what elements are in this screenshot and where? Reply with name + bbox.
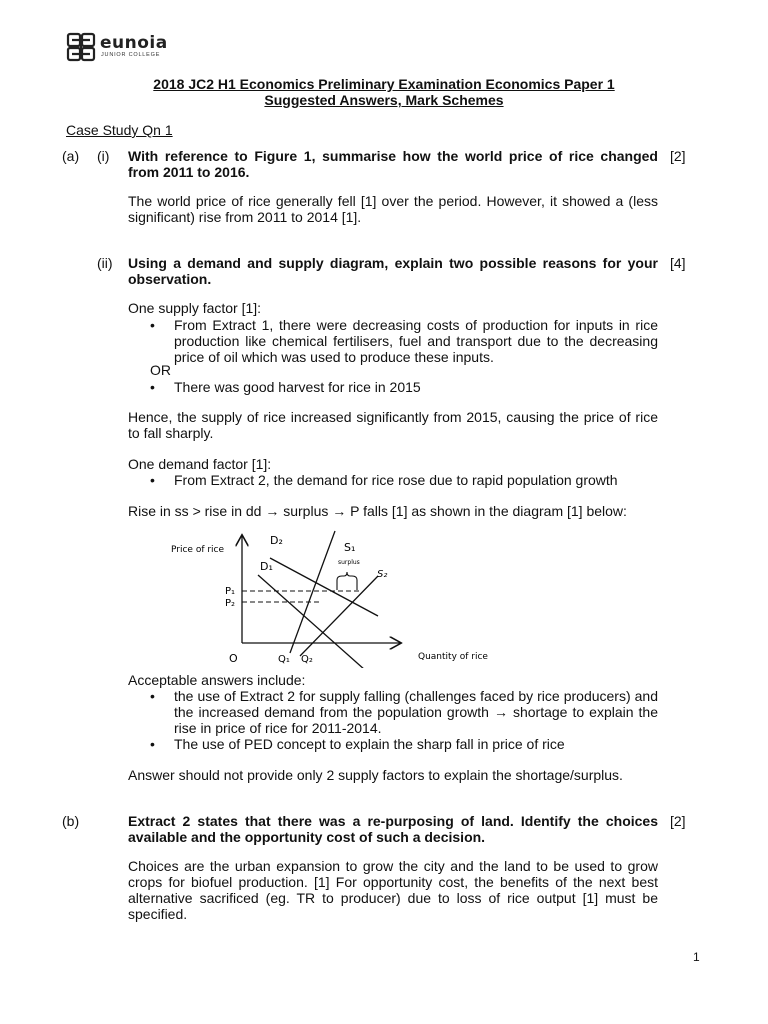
list-item: • From Extract 1, there were decreasing costs of production for inputs in rice production like chemical fertilisers, fuel and transport due to the decreasing price of oil which was used to produce these inputs. xyxy=(128,317,658,365)
question-label-ii: (ii) xyxy=(97,255,113,271)
s2-label: S₂ xyxy=(377,569,388,580)
case-study-heading: Case Study Qn 1 xyxy=(66,122,173,138)
school-subtitle: JUNIOR COLLEGE xyxy=(101,52,161,58)
answer-a-i: The world price of rice generally fell [1] over the period. However, it showed a (less significant) rise from 2011 to 2014 [1]. xyxy=(128,193,658,225)
demand-supply-diagram xyxy=(160,528,520,668)
document-title: 2018 JC2 H1 Economics Preliminary Examination Economics Paper 1 xyxy=(153,76,615,92)
origin-label: O xyxy=(229,652,238,665)
marks-b: [2] xyxy=(670,813,686,829)
question-label-a: (a) xyxy=(62,148,80,164)
s1-label: S₁ xyxy=(344,541,356,554)
d1-label: D₁ xyxy=(260,560,273,573)
list-item: • From Extract 2, the demand for rice rose due to rapid population growth xyxy=(128,472,658,488)
answer-b: Choices are the urban expansion to grow the city and the land to be used to grow crops for biofuel production. [1] For opportunity cost, the benefits of the next best alternative sacrificed (eg. TR to producer) due to loss of rice output [1] must be specified. xyxy=(128,858,658,922)
supply-factor-list xyxy=(128,317,658,365)
x-axis-label: Quantity of rice xyxy=(418,652,488,662)
demand-factor-intro: One demand factor [1]: xyxy=(128,456,272,472)
question-label-i: (i) xyxy=(97,148,110,164)
question-label-b: (b) xyxy=(62,813,80,829)
supply-factor-list-2 xyxy=(128,379,658,395)
demand-factor-list xyxy=(128,472,658,488)
page-number: 1 xyxy=(693,950,700,964)
rise-line: Rise in ss > rise in dd → surplus → P falls [1] as shown in the diagram [1] below: xyxy=(128,503,627,519)
p2-label: P₂ xyxy=(225,598,236,609)
school-name: eunoia xyxy=(100,33,168,53)
d2-label: D₂ xyxy=(270,534,283,547)
marks-a-ii: [4] xyxy=(670,255,686,271)
surplus-label: surplus xyxy=(338,559,360,566)
q2-label: Q₂ xyxy=(301,654,313,665)
acceptable-list xyxy=(128,688,658,752)
surplus-brace xyxy=(337,572,357,590)
q1-label: Q₁ xyxy=(278,654,290,665)
p1-label: P₁ xyxy=(225,586,236,597)
or-text: OR xyxy=(150,362,171,378)
supply-curve-s1 xyxy=(290,531,335,653)
answer-note: Answer should not provide only 2 supply factors to explain the shortage/surplus. xyxy=(128,767,623,783)
marks-a-i: [2] xyxy=(670,148,686,164)
supply-factor-intro: One supply factor [1]: xyxy=(128,300,262,316)
list-item: • The use of PED concept to explain the sharp fall in price of rice xyxy=(128,736,658,752)
acceptable-intro: Acceptable answers include: xyxy=(128,672,306,688)
document-subtitle: Suggested Answers, Mark Schemes xyxy=(264,92,504,108)
list-item: • the use of Extract 2 for supply falling (challenges faced by rice producers) and the increased demand from the population growth → shortage to explain the rise in price of rice for 2011-2014. xyxy=(128,688,658,736)
question-a-ii: Using a demand and supply diagram, explain two possible reasons for your observation. xyxy=(128,255,658,287)
hence-paragraph: Hence, the supply of rice increased significantly from 2015, causing the price of rice to fall sharply. xyxy=(128,409,658,441)
question-b: Extract 2 states that there was a re-purposing of land. Identify the choices available and the opportunity cost of such a decision. xyxy=(128,813,658,845)
supply-curve-s2 xyxy=(300,576,378,656)
y-axis-label: Price of rice xyxy=(171,545,225,555)
list-item: • There was good harvest for rice in 2015 xyxy=(128,379,658,395)
question-a-i: With reference to Figure 1, summarise how the world price of rice changed from 2011 to 2016. xyxy=(128,148,658,180)
demand-curve-d2 xyxy=(270,558,378,616)
